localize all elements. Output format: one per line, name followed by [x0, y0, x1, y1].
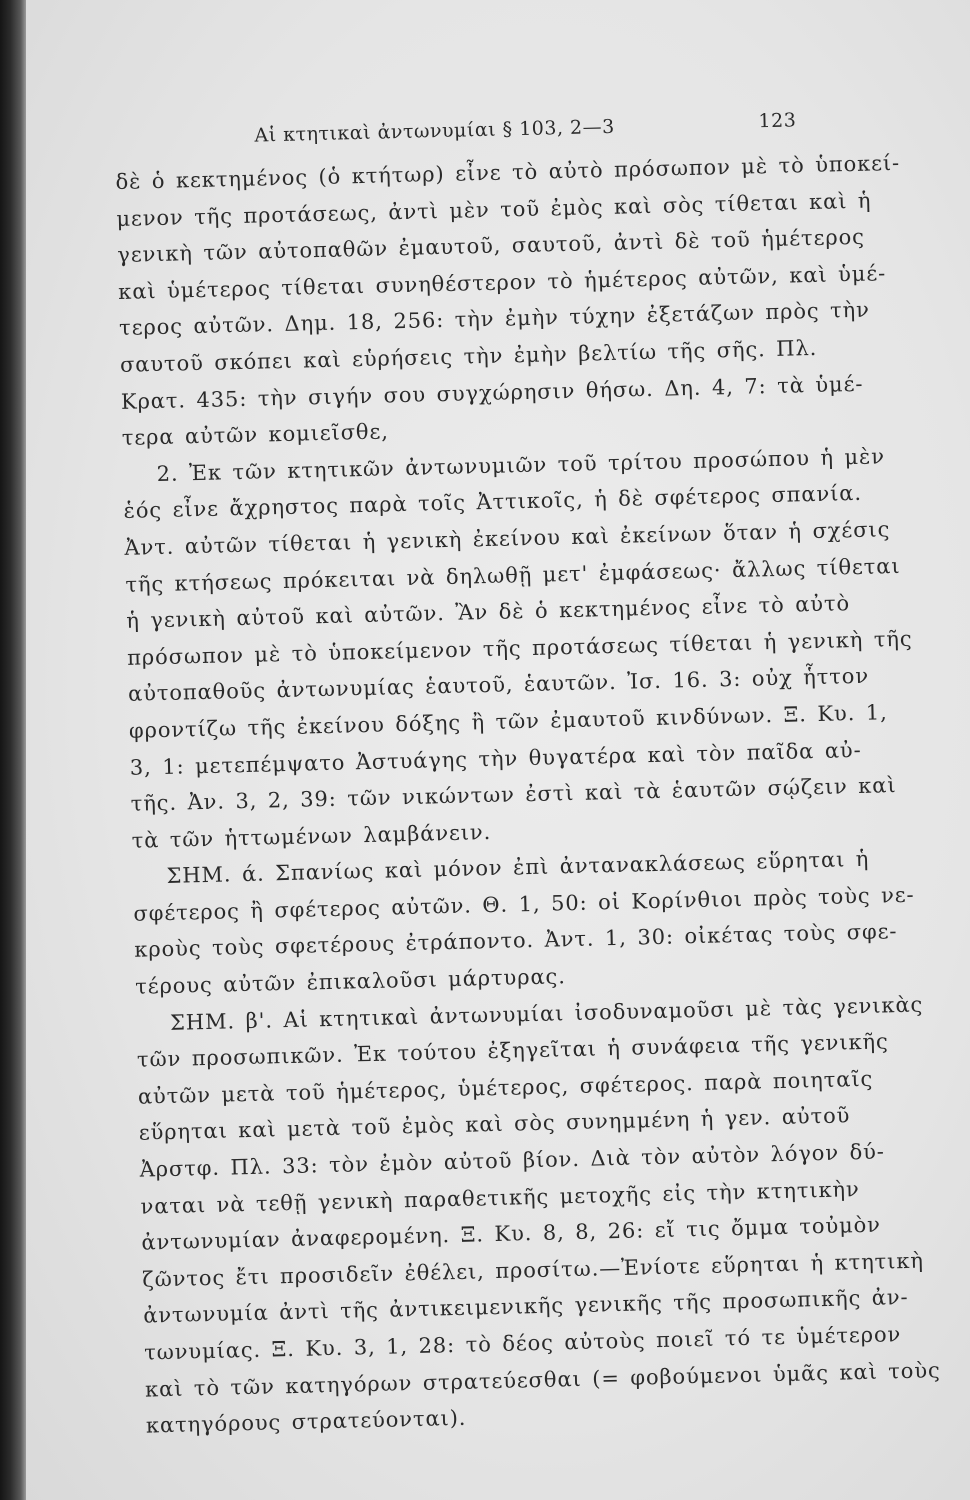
text-line: ἀντωνυμία ἀντὶ τῆς ἀντικειμενικῆς γενικῆς τῆς προσωπικῆς ἀν-	[142, 1285, 909, 1329]
text-line: ζῶντος ἔτι προσιδεῖν ἐθέλει, προσίτω.—Ἐνίοτε εὕρηται ἡ κτητικὴ	[142, 1248, 925, 1292]
text-line: ἡ γενικὴ αὐτοῦ καὶ αὐτῶν. Ἂν δὲ ὁ κεκτημένος εἶνε τὸ αὐτὸ	[125, 591, 851, 633]
running-title: Αἱ κτητικαὶ ἀντωνυμίαι § 103, 2—3	[254, 115, 615, 147]
text-line: γενικὴ τῶν αὐτοπαθῶν ἐμαυτοῦ, σαυτοῦ, ἀντὶ δὲ τοῦ ἡμέτερος	[117, 224, 866, 268]
text-line: τὰ τῶν ἡττωμένων λαμβάνειν.	[131, 819, 492, 853]
text-line: τῶν προσωπικῶν. Ἐκ τούτου ἐξηγεῖται ἡ συνάφεια τῆς γενικῆς	[136, 1029, 889, 1072]
text-line: καὶ τὸ τῶν κατηγόρων στρατεύεσθαι (= φοβούμενοι ὑμᾶς καὶ τοὺς	[144, 1357, 941, 1402]
text-line: 3, 1: μετεπέμψατο Ἀστυάγης τὴν θυγατέρα καὶ τὸν παῖδα αὐ-	[129, 737, 862, 780]
note-start-line: ΣΗΜ. ά. Σπανίως καὶ μόνον ἐπὶ ἀντανακλάσεως εὕρηται ἡ	[166, 847, 870, 889]
text-line: εὕρηται καὶ μετὰ τοῦ ἐμὸς καὶ σὸς συνημμένη ἡ γεν. αὐτοῦ	[138, 1103, 851, 1146]
text-line: τερα αὐτῶν κομιεῖσθε,	[121, 419, 390, 451]
text-line: καὶ ὑμέτερος τίθεται συνηθέστερον τὸ ἡμέτερος αὐτῶν, καὶ ὑμέ-	[117, 260, 887, 304]
text-line: δὲ ὁ κεκτημένος (ὁ κτήτωρ) εἶνε τὸ αὐτὸ πρόσωπον μὲ τὸ ὑποκεί-	[115, 150, 901, 194]
text-line: τωνυμίας. Ξ. Κυ. 3, 1, 28: τὸ δέος αὐτοὺς ποιεῖ τό τε ὑμέτερον	[143, 1322, 902, 1365]
section-start-line: 2. Ἐκ τῶν κτητικῶν ἀντωνυμιῶν τοῦ τρίτου προσώπου ἡ μὲν	[156, 444, 886, 486]
page-content	[114, 102, 941, 1445]
text-line: μενον τῆς προτάσεως, ἀντὶ μὲν τοῦ ἐμὸς καὶ σὸς τίθεται καὶ ἡ	[116, 188, 872, 231]
text-line: τῆς κτήσεως πρόκειται νὰ δηλωθῇ μετ' ἐμφάσεως· ἄλλως τίθεται	[125, 553, 901, 597]
text-line: τέρους αὐτῶν ἐπικαλοῦσι μάρτυρας.	[134, 964, 567, 999]
text-line: αὐτῶν μετὰ τοῦ ἡμέτερος, ὑμέτερος, σφέτερος. παρὰ ποιηταῖς	[137, 1066, 874, 1109]
text-line: Κρατ. 435: τὴν σιγήν σου συγχώρησιν θήσω. Δη. 4, 7: τὰ ὑμέ-	[120, 371, 864, 414]
text-line: πρόσωπον μὲ τὸ ὑποκείμενον τῆς προτάσεως τίθεται ἡ γενικὴ τῆς	[126, 626, 913, 670]
text-line: ἀντωνυμίαν ἀναφερομένη. Ξ. Κυ. 8, 8, 26: εἴ τις ὄμμα τοὐμὸν	[141, 1212, 882, 1255]
body-text	[115, 148, 941, 1445]
text-line: αὐτοπαθοῦς ἀντωνυμίας ἑαυτοῦ, ἑαυτῶν. Ἰσ. 16. 3: οὐχ ἧττον	[127, 664, 870, 707]
text-line: κατηγόρους στρατεύονται).	[145, 1405, 467, 1438]
text-line: Ἀντ. αὐτῶν τίθεται ἡ γενικὴ ἐκείνου καὶ ἐκείνων ὅταν ἡ σχέσις	[124, 517, 891, 560]
text-line: ἑός εἶνε ἄχρηστος παρὰ τοῖς Ἀττικοῖς, ἡ δὲ σφέτερος σπανία.	[123, 481, 863, 524]
note-start-line: ΣΗΜ. β'. Αἱ κτητικαὶ ἀντωνυμίαι ἰσοδυναμοῦσι μὲ τὰς γενικὰς	[169, 992, 924, 1035]
book-page	[26, 0, 970, 1500]
text-line: κροὺς τοὺς σφετέρους ἐτράποντο. Ἀντ. 1, 30: οἰκέτας τοὺς σφε-	[134, 919, 898, 963]
text-line: φροντίζω τῆς ἐκείνου δόξης ἢ τῶν ἐμαυτοῦ κινδύνων. Ξ. Κυ. 1,	[128, 700, 888, 743]
text-line: τῆς. Ἀν. 3, 2, 39: τῶν νικώντων ἐστὶ καὶ τὰ ἑαυτῶν σῴζειν καὶ	[130, 773, 897, 816]
text-line: Ἀρστφ. Πλ. 33: τὸν ἐμὸν αὐτοῦ βίον. Διὰ τὸν αὐτὸν λόγον δύ-	[139, 1139, 886, 1182]
text-line: ναται νὰ τεθῇ γενικὴ παραθετικῆς μετοχῆς εἰς τὴν κτητικὴν	[140, 1176, 860, 1219]
page-number: 123	[758, 109, 797, 133]
text-line: σφέτερος ἢ σφέτερος αὐτῶν. Θ. 1, 50: οἱ Κορίνθιοι πρὸς τοὺς νε-	[133, 882, 915, 926]
book-gutter	[0, 0, 26, 1500]
text-line: τερος αὐτῶν. Δημ. 18, 256: τὴν ἐμὴν τύχην ἐξετάζων πρὸς τὴν	[118, 297, 871, 341]
text-line: σαυτοῦ σκόπει καὶ εὑρήσεις τὴν ἐμὴν βελτίω τῆς σῆς. Πλ.	[119, 335, 818, 377]
